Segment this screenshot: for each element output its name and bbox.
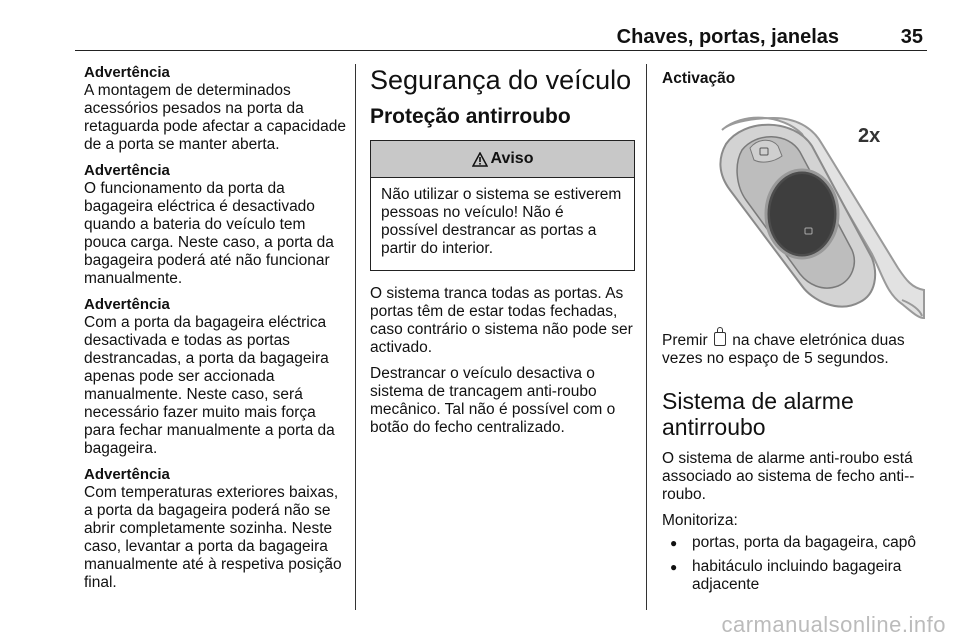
key-fob-figure bbox=[662, 104, 930, 320]
instruction-prefix: Premir bbox=[662, 332, 708, 349]
note-text: Com temperaturas exteriores baixas, a porta da bagageira poderá não se abrir completamente sozinha. Neste caso, levantar a porta da bagageira manualmente até à respetiva posição final. bbox=[84, 484, 342, 591]
column-right bbox=[662, 64, 932, 600]
column-left bbox=[84, 64, 346, 600]
note-block bbox=[84, 466, 346, 592]
note-text: A montagem de determinados acessórios pesados na porta da retaguarda pode afectar a capacidade de a porta se manter aberta. bbox=[84, 82, 346, 153]
header-title: Chaves, portas, janelas bbox=[616, 26, 839, 48]
page-number: 35 bbox=[900, 26, 923, 48]
column-divider bbox=[355, 64, 356, 610]
watermark: carmanualsonline.info bbox=[721, 612, 946, 637]
warning-triangle-icon bbox=[472, 152, 488, 167]
note-title: Advertência bbox=[84, 162, 170, 179]
page-header bbox=[75, 26, 927, 51]
key-fob-illustration bbox=[662, 104, 930, 320]
warning-box bbox=[370, 140, 635, 271]
note-title: Advertência bbox=[84, 466, 170, 483]
warning-body bbox=[371, 178, 634, 270]
instruction-suffix: na chave eletrónica duas vezes no espaço de 5 segundos. bbox=[662, 332, 905, 367]
warning-label: Aviso bbox=[490, 150, 534, 167]
warning-text: Não utilizar o sistema se estiverem pessoas no veículo! Não é possível destrancar as portas a partir do interior. bbox=[381, 186, 622, 257]
warning-header bbox=[371, 141, 634, 178]
body-paragraph: Destrancar o veículo desactiva o sistema de trancagem anti-roubo mecânico. Tal não é possível com o botão do fecho centralizado. bbox=[370, 365, 616, 436]
note-title: Advertência bbox=[84, 64, 170, 81]
note-text: Com a porta da bagageira eléctrica desactivada e todas as portas destrancadas, a porta da bagageira apenas pode ser accionada manualmente. Neste caso, será necessário fazer muito mais força para fechar manualmente a porta da bagageira. bbox=[84, 314, 335, 457]
note-title: Advertência bbox=[84, 296, 170, 313]
note-block bbox=[84, 296, 346, 458]
alarm-paragraph: O sistema de alarme anti-roubo está associado ao sistema de fecho anti--roubo. bbox=[662, 450, 915, 503]
list-item: ● habitáculo incluindo bagageira adjacente bbox=[662, 558, 932, 594]
note-block bbox=[84, 162, 346, 288]
body-paragraph: O sistema tranca todas as portas. As portas têm de estar todas fechadas, caso contrário o sistema não pode ser activado. bbox=[370, 285, 633, 356]
monitor-list bbox=[662, 534, 932, 594]
lock-icon bbox=[714, 332, 726, 346]
subsection-heading: Proteção antirroubo bbox=[370, 105, 571, 128]
press-count-label: 2x bbox=[858, 125, 881, 147]
list-item: ● portas, porta da bagageira, capô bbox=[662, 534, 932, 552]
monitor-label: Monitoriza: bbox=[662, 512, 738, 529]
alarm-heading: Sistema de alarme antirroubo bbox=[662, 388, 854, 440]
note-block bbox=[84, 64, 346, 154]
activation-instruction bbox=[662, 332, 932, 368]
column-divider bbox=[646, 64, 647, 610]
note-text: O funcionamento da porta da bagageira eléctrica é desactivado quando a bateria do veículo tem pouca carga. Neste caso, a porta da bagageira poderá até não funcionar manualmente. bbox=[84, 180, 334, 287]
activation-heading: Activação bbox=[662, 70, 736, 87]
section-heading: Segurança do veículo bbox=[370, 65, 632, 95]
column-middle bbox=[370, 64, 635, 445]
